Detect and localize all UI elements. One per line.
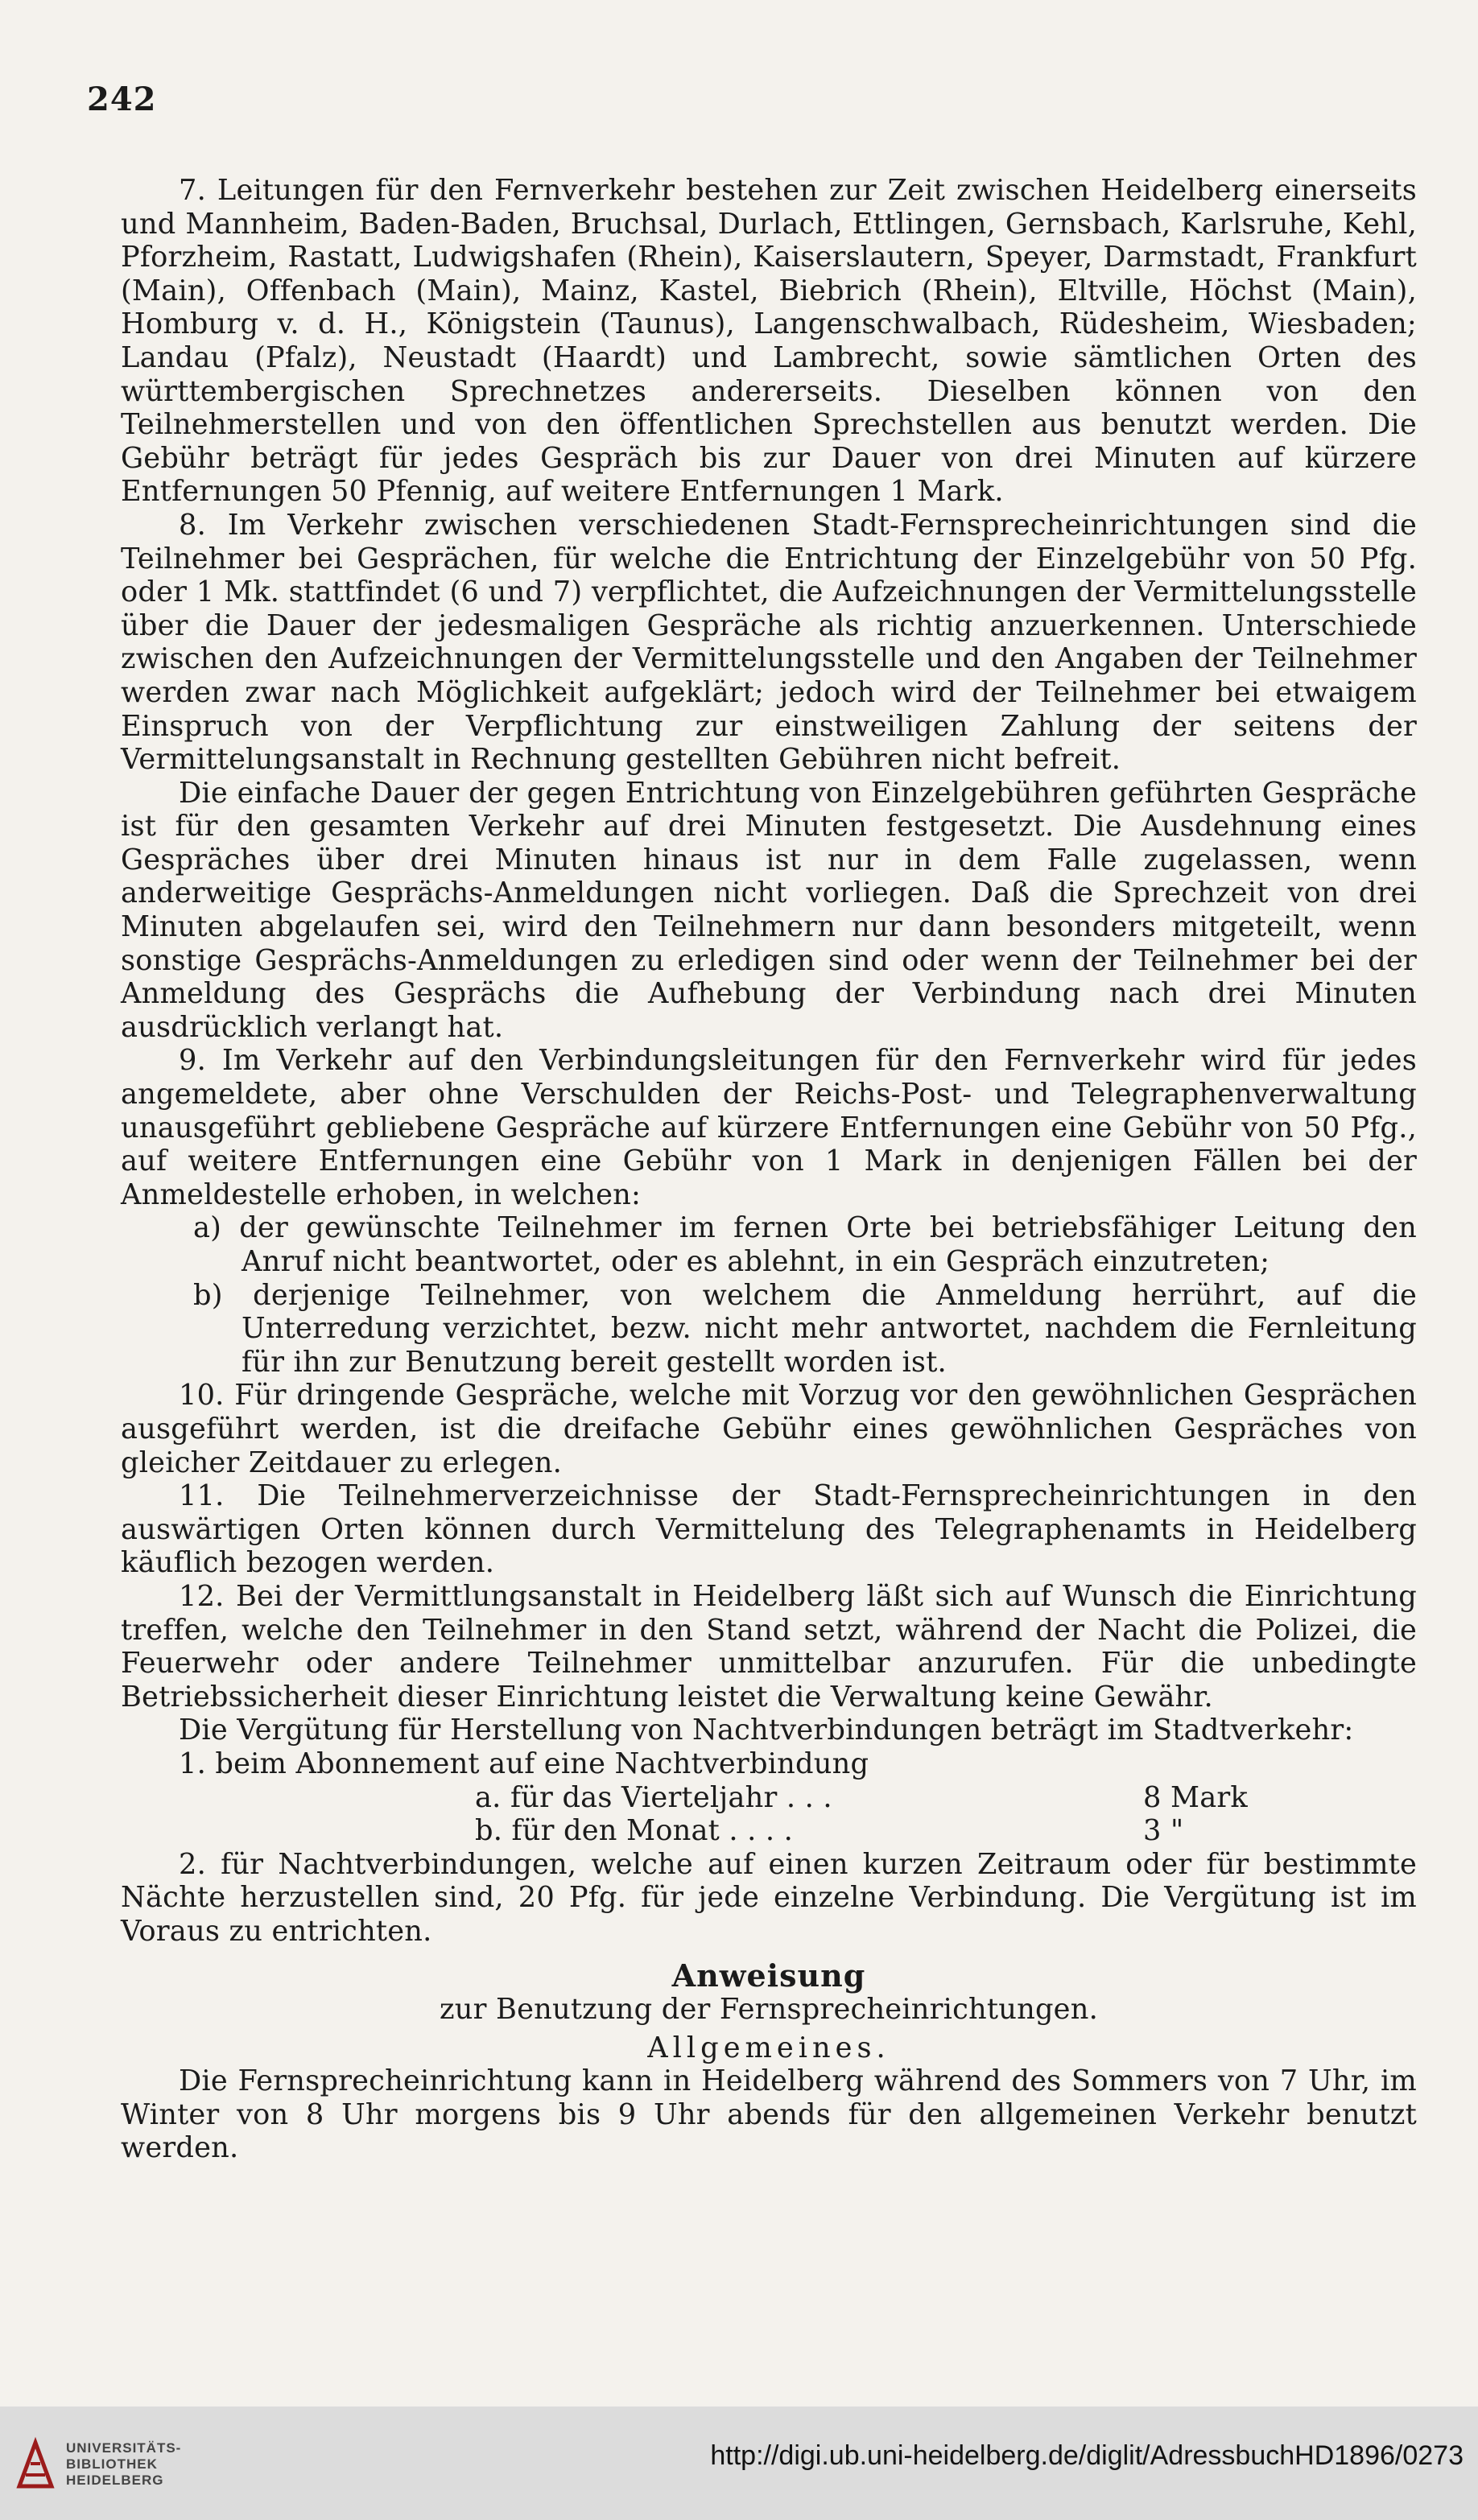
fee-row-label: b. für den Monat . . . . — [475, 1814, 794, 1848]
section-heading: Anweisung — [671, 1957, 866, 1994]
paragraph-8-duration: Die einfache Dauer der gegen Entrichtung von Einzelgebühren geführten Gespräche ist für den gesamten Verkehr auf drei Minuten festgesetzt. Die Ausdehnung eines Gespräches über drei Minuten hinaus ist nur in dem Falle zugelassen, wenn anderweitige Gesprächs-Anmeldungen nicht vorliegen. Daß die Sprechzeit von drei Minuten abgelaufen sei, wird den Teilnehmern nur dann besonders mitgeteilt, wenn sonstige Gesprächs-Anmeldungen zu erledigen sind oder wenn der Teilnehmer bei der Anmeldung des Gesprächs die Aufhebung der Verbindung nach drei Minuten ausdrücklich verlangt hat. — [121, 776, 1417, 1044]
logo-text — [66, 2440, 181, 2489]
list-item-a: a) der gewünschte Teilnehmer im fernen Orte bei betriebsfähiger Leitung den Anruf nicht beantwortet, oder es ablehnt, in ein Gespräch einzutreten; — [193, 1211, 1417, 1278]
section-subheading: zur Benutzung der Fernsprecheinrichtungen. — [440, 1993, 1098, 2027]
fee-row-label: a. für das Vierteljahr . . . — [475, 1780, 832, 1814]
paragraph-night-fee: Die Vergütung für Herstellung von Nachtverbindungen beträgt im Stadtverkehr: — [179, 1714, 1354, 1747]
paragraph-11: 11. Die Teilnehmerverzeichnisse der Stadt-Fernsprecheinrichtungen in den auswärtigen Orten können durch Vermittelung des Telegraphenamts in Heidelberg käuflich bezogen werden. — [121, 1479, 1417, 1580]
logo-line: HEIDELBERG — [66, 2473, 164, 2488]
library-logo[interactable] — [14, 2431, 184, 2498]
paragraph-8: 8. Im Verkehr zwischen verschiedenen Stadt-Fernsprecheinrichtungen sind die Teilnehmer bei Gesprächen, für welche die Entrichtung der Einzelgebühr von 50 Pfg. oder 1 Mk. stattfindet (6 und 7) verpflichtet, die Aufzeichnungen der Vermittelungsstelle über die Dauer der jedesmaligen Gespräche als richtig anzuerkennen. Unterschiede zwischen den Aufzeichnungen der Vermittelungsstelle und den Angaben der Teilnehmer werden zwar nach Möglichkeit aufgeklärt; jedoch wird der Teilnehmer bei etwaigem Einspruch von der Verpflichtung zur einstweiligen Zahlung der seitens der Vermittelungsanstalt in Rechnung gestellten Gebühren nicht befreit. — [121, 508, 1417, 777]
logo-line: UNIVERSITÄTS- — [66, 2440, 182, 2456]
university-seal-icon — [14, 2436, 56, 2493]
page-number: 242 — [87, 80, 157, 118]
source-url-link[interactable]: http://digi.ub.uni-heidelberg.de/diglit/AdressbuchHD1896/0273 — [710, 2440, 1464, 2471]
subsection-heading: Allgemeines. — [647, 2031, 890, 2064]
paragraph-general: Die Fernsprecheinrichtung kann in Heidelberg während des Sommers von 7 Uhr, im Winter von 8 Uhr morgens bis 9 Uhr abends für den allgemeinen Verkehr benutzt werden. — [121, 2064, 1417, 2165]
list-item-b: b) derjenige Teilnehmer, von welchem die Anmeldung herrührt, auf die Unterredung verzichtet, bezw. nicht mehr antwortet, nachdem die Fernleitung für ihn zur Benutzung bereit gestellt worden ist. — [193, 1278, 1417, 1379]
fee-row-quarter — [475, 1781, 1320, 1815]
fee-row-month — [475, 1814, 1320, 1848]
paragraph-12: 12. Bei der Vermittlungsanstalt in Heidelberg läßt sich auf Wunsch die Einrichtung treffen, welche den Teilnehmer in den Stand setzt, während der Nacht die Polizei, die Feuerwehr oder andere Teilnehmer unmittelbar anzurufen. Für die unbedingte Betriebssicherheit dieser Einrichtung leistet die Verwaltung keine Gewähr. — [121, 1579, 1417, 1714]
footer-bar — [0, 2407, 1478, 2520]
fee-item-1: 1. beim Abonnement auf eine Nachtverbindung — [179, 1747, 869, 1780]
paragraph-10: 10. Für dringende Gespräche, welche mit Vorzug vor den gewöhnlichen Gesprächen ausgeführt werden, ist die dreifache Gebühr eines gewöhnlichen Gespräches von gleicher Zeitdauer zu erlegen. — [121, 1379, 1417, 1479]
fee-item-2: 2. für Nachtverbindungen, welche auf einen kurzen Zeitraum oder für bestimmte Nächte herzustellen sind, 20 Pfg. für jede einzelne Verbindung. Die Vergütung ist im Voraus zu entrichten. — [121, 1847, 1417, 1948]
document-body — [121, 174, 1417, 2165]
fee-row-value: 3 " — [1143, 1814, 1184, 1848]
fee-row-value: 8 Mark — [1143, 1780, 1248, 1814]
logo-line: BIBLIOTHEK — [66, 2456, 158, 2472]
paragraph-7: 7. Leitungen für den Fernverkehr bestehen zur Zeit zwischen Heidelberg einerseits und Mannheim, Baden-Baden, Bruchsal, Durlach, Ettlingen, Gernsbach, Karlsruhe, Kehl, Pforzheim, Rastatt, Ludwigshafen (Rhein), Kaiserslautern, Speyer, Darmstadt, Frankfurt (Main), Offenbach (Main), Mainz, Kastel, Biebrich (Rhein), Eltville, Höchst (Main), Homburg v. d. H., Königstein (Taunus), Langenschwalbach, Rüdesheim, Wiesbaden; Landau (Pfalz), Neustadt (Haardt) und Lambrecht, sowie sämtlichen Orten des württembergischen Sprechnetzes andererseits. Dieselben können von den Teilnehmerstellen und von den öffentlichen Sprechstellen aus benutzt werden. Die Gebühr beträgt für jedes Gespräch bis zur Dauer von drei Minuten auf kürzere Entfernungen 50 Pfennig, auf weitere Entfernungen 1 Mark. — [121, 174, 1417, 509]
paragraph-9: 9. Im Verkehr auf den Verbindungsleitungen für den Fernverkehr wird für jedes angemeldete, aber ohne Verschulden der Reichs-Post- und Telegraphenverwaltung unausgeführt gebliebene Gespräche auf kürzere Entfernungen eine Gebühr von 50 Pfg., auf weitere Entfernungen eine Gebühr von 1 Mark in denjenigen Fällen bei der Anmeldestelle erhoben, in welchen: — [121, 1044, 1417, 1211]
